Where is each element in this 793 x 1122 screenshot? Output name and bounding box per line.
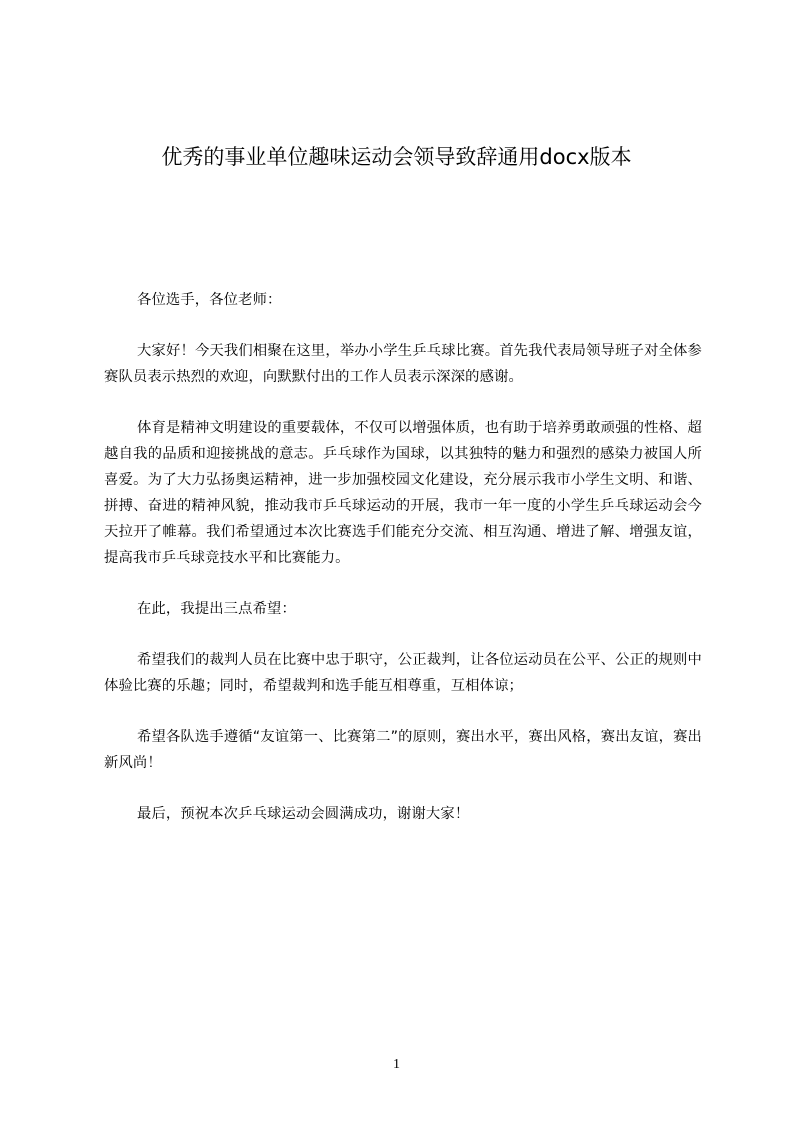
greeting-paragraph: 大家好！今天我们相聚在这里，举办小学生乒乓球比赛。首先我代表局领导班子对全体参赛队员表示热烈的欢迎，向默默付出的工作人员表示深深的感谢。: [104, 343, 702, 385]
hopes-intro-paragraph: 在此，我提出三点希望：: [137, 601, 296, 617]
document-body: [104, 287, 702, 852]
document-title: 优秀的事业单位趣味运动会领导致辞通用docx版本: [161, 145, 632, 169]
sports-spirit-paragraph: 体育是精神文明建设的重要载体，不仅可以增强体质，也有助于培养勇敢顽强的性格、超越自我的品质和迎接挑战的意志。乒乓球作为国球，以其独特的魅力和强烈的感染力被国人所喜爱。为了大力弘扬奥运精神，进一步加强校园文化建设，充分展示我市小学生文明、和谐、拼搏、奋进的精神风貌，推动我市乒乓球运动的开展，我市一年一度的小学生乒乓球运动会今天拉开了帷幕。我们希望通过本次比赛选手们能充分交流、相互沟通、增进了解、增强友谊，提高我市乒乓球竞技水平和比赛能力。: [104, 420, 702, 566]
closing-paragraph: 最后，预祝本次乒乓球运动会圆满成功，谢谢大家！: [137, 806, 470, 822]
players-hope-paragraph: 希望各队选手遵循“友谊第一、比赛第二”的原则，赛出水平，赛出风格，赛出友谊，赛出新风尚！: [104, 729, 702, 771]
salutation-paragraph: 各位选手，各位老师：: [137, 292, 282, 308]
page-number: 1: [393, 1057, 400, 1072]
referee-hope-paragraph: 希望我们的裁判人员在比赛中忠于职守，公正裁判，让各位运动员在公平、公正的规则中体验比赛的乐趣；同时，希望裁判和选手能互相尊重，互相体谅；: [104, 652, 702, 694]
